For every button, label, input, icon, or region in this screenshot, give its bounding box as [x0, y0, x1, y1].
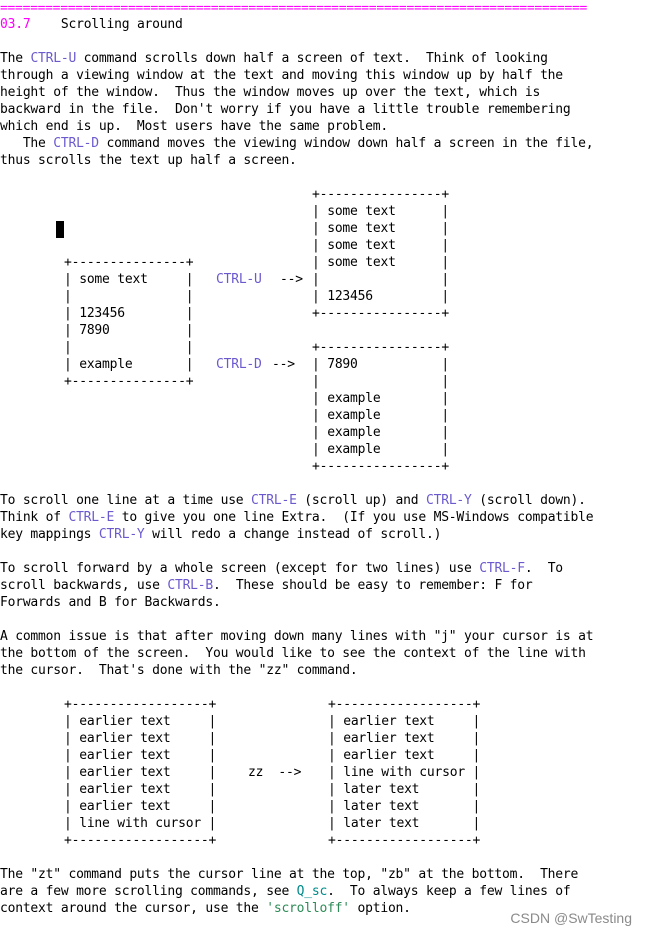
diagram-box-line: | some text | [312, 255, 449, 270]
diagram-box-border: +------------------+ [328, 833, 481, 848]
diagram-box-border: +----------------+ [312, 459, 449, 474]
diagram-box-line: | earlier text | [64, 799, 217, 814]
diagram-box-line: | earlier text | [328, 731, 481, 746]
ctrl-u-link[interactable]: CTRL-U [216, 272, 262, 287]
text-line: The CTRL-U command scrolls down half a screen of text. Think of looking [0, 51, 548, 66]
diagram-box-line: | earlier text | [64, 782, 217, 797]
diagram-box-border: +---------------+ [64, 374, 194, 389]
diagram-box-line: | | [312, 272, 449, 287]
text-cursor [56, 221, 64, 238]
text-line: which end is up. Most users have the same problem. [0, 119, 388, 134]
ctrl-u-link[interactable]: CTRL-U [30, 51, 77, 66]
text-line: through a viewing window at the text and moving this window up by half the [0, 68, 563, 83]
text-line: A common issue is that after moving down many lines with "j" your cursor is at [0, 629, 594, 644]
zz-arrow: zz --> [248, 765, 302, 780]
diagram-box-line: | later text | [328, 816, 481, 831]
ctrl-y-link[interactable]: CTRL-Y [98, 527, 145, 542]
diagram-box-line: | later text | [328, 782, 481, 797]
ctrl-y-link[interactable]: CTRL-Y [426, 493, 472, 508]
diagram-box-line: | 7890 | [64, 323, 194, 338]
diagram-box-line: | earlier text | [64, 765, 217, 780]
text-line: the bottom of the screen. You would like to see the context of the line with [0, 646, 586, 661]
section-number[interactable]: 03.7 [0, 17, 31, 32]
text-line: The CTRL-D command moves the viewing window down half a screen in the file, [0, 136, 594, 151]
diagram-box-line: | earlier text | [64, 714, 217, 729]
ctrl-e-link[interactable]: CTRL-E [251, 493, 297, 508]
diagram-box-border: +---------------+ [64, 255, 194, 270]
diagram-box-border: +----------------+ [312, 187, 449, 202]
text-line: are a few more scrolling commands, see Q_sc. To always keep a few lines of [0, 884, 571, 899]
diagram-box-line: | | [64, 340, 194, 355]
diagram-box-line: | earlier text | [328, 714, 481, 729]
text-line: The "zt" command puts the cursor line at the top, "zb" at the bottom. There [0, 867, 579, 882]
arrow: --> [272, 357, 295, 372]
diagram-box-border: +------------------+ [64, 833, 217, 848]
text-line: To scroll one line at a time use CTRL-E (scroll up) and CTRL-Y (scroll down). [0, 493, 586, 508]
ctrl-d-link[interactable]: CTRL-D [216, 357, 262, 372]
diagram-box-line: | line with cursor | [64, 816, 217, 831]
diagram-box-border: +------------------+ [328, 697, 481, 712]
diagram-box-line: | example | [312, 442, 449, 457]
diagram-box-line: | earlier text | [64, 731, 217, 746]
text-line: scroll backwards, use CTRL-B. These should be easy to remember: F for [0, 578, 533, 593]
section-title: Scrolling around [60, 17, 183, 32]
diagram-box-line: | 123456 | [312, 289, 449, 304]
text-line: thus scrolls the text up half a screen. [0, 153, 297, 168]
watermark: CSDN @SwTesting [510, 910, 632, 926]
text-line: key mappings CTRL-Y will redo a change instead of scroll.) [0, 527, 442, 542]
arrow: --> [280, 272, 303, 287]
ctrl-e-link[interactable]: CTRL-E [68, 510, 115, 525]
diagram-box-line: | later text | [328, 799, 481, 814]
diagram-box-line: | some text | [312, 221, 449, 236]
q-sc-tag-link[interactable]: Q_sc [296, 884, 328, 899]
diagram-box-line: | example | [64, 357, 194, 372]
text-line: height of the window. Thus the window moves up over the text, which is [0, 85, 541, 100]
diagram-box-line: | 123456 | [64, 306, 194, 321]
diagram-box-border: +----------------+ [312, 306, 449, 321]
diagram-box-line: | some text | [64, 272, 194, 287]
diagram-box-border: +----------------+ [312, 340, 449, 355]
diagram-box-line: | some text | [312, 238, 449, 253]
ctrl-b-link[interactable]: CTRL-B [167, 578, 213, 593]
diagram-box-line: | example | [312, 391, 449, 406]
section-header [0, 16, 183, 33]
diagram-box-line: | | [64, 289, 194, 304]
ctrl-d-link[interactable]: CTRL-D [53, 136, 99, 151]
section-separator: ============================================================================== [0, 1, 588, 16]
diagram-box-line: | example | [312, 408, 449, 423]
diagram-box-line: | | [312, 374, 449, 389]
scrolloff-option-link[interactable]: 'scrolloff' [266, 901, 350, 916]
ctrl-f-link[interactable]: CTRL-F [479, 561, 525, 576]
text-line: context around the cursor, use the 'scrolloff' option. [0, 901, 411, 916]
diagram-box-line: | some text | [312, 204, 449, 219]
diagram-box-line: | earlier text | [328, 748, 481, 763]
text-line: Forwards and B for Backwards. [0, 595, 221, 610]
text-line: backward in the file. Don't worry if you have a little trouble remembering [0, 102, 571, 117]
text-line: To scroll forward by a whole screen (except for two lines) use CTRL-F. To [0, 561, 563, 576]
diagram-box-line: | earlier text | [64, 748, 217, 763]
text-line: the cursor. That's done with the "zz" command. [0, 663, 358, 678]
text-line: Think of CTRL-E to give you one line Extra. (If you use MS-Windows compatible [0, 510, 594, 525]
diagram-box-line: | line with cursor | [328, 765, 481, 780]
diagram-box-border: +------------------+ [64, 697, 217, 712]
diagram-box-line: | 7890 | [312, 357, 449, 372]
diagram-box-line: | example | [312, 425, 449, 440]
